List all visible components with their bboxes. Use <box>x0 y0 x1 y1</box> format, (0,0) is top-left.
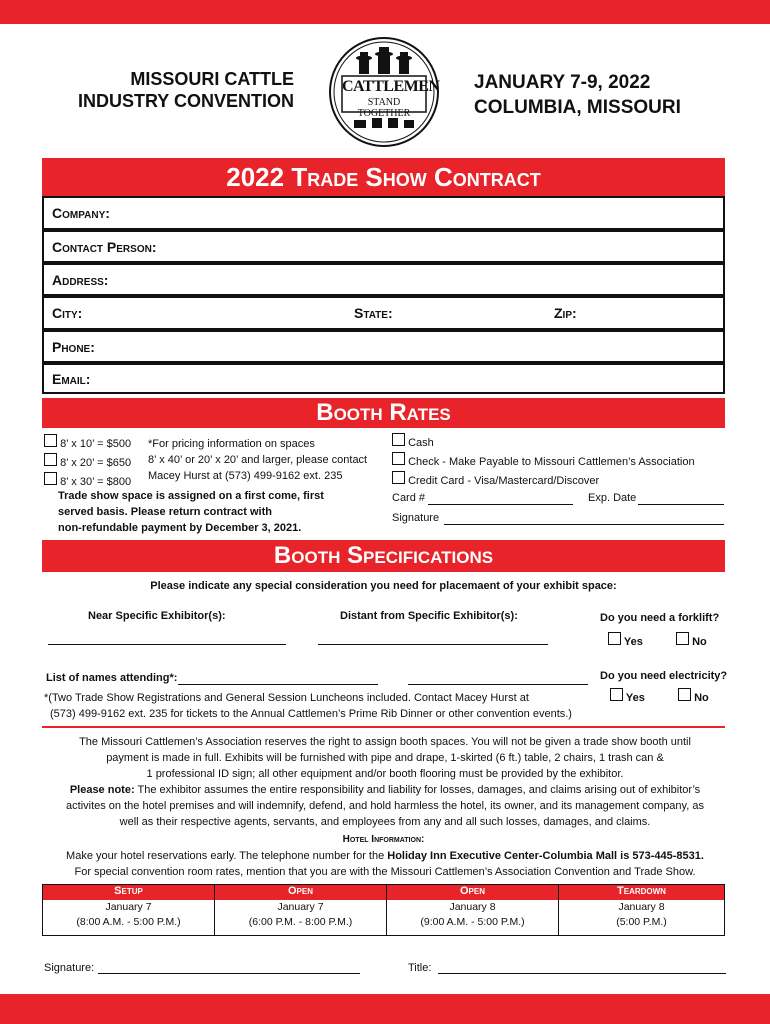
checkbox[interactable] <box>608 632 621 645</box>
exp-date-label: Exp. Date <box>588 492 637 504</box>
payment-option[interactable] <box>392 452 732 471</box>
no-label: No <box>694 692 709 704</box>
logo-text-2: STAND TOGETHER <box>357 97 411 119</box>
pricing-note-line: 8’ x 40’ or 20’ x 20’ and larger, please contact <box>148 454 368 466</box>
terms-line: The Missouri Cattlemen’s Association reserves the right to assign booth spaces. You will not be given a trade show booth until <box>79 736 691 748</box>
card-signature-input[interactable] <box>444 524 724 525</box>
page-title: 2022 Trade Show Contract <box>226 162 541 192</box>
pricing-note <box>148 436 388 484</box>
booth-option-label: 8’ x 30’ = $800 <box>60 476 132 488</box>
checkbox[interactable] <box>610 688 623 701</box>
electricity-no[interactable] <box>678 688 709 704</box>
city-state-zip-field[interactable] <box>42 296 725 330</box>
footer-signature-input[interactable] <box>98 973 360 974</box>
hotel-title: Hotel Information: <box>342 834 425 845</box>
schedule-time: (8:00 A.M. - 5:00 P.M.) <box>76 916 181 928</box>
terms-line: 1 professional ID sign; all other equipment and/or booth flooring must be provided by the exhibitor. <box>146 768 624 780</box>
payment-option[interactable] <box>392 471 732 490</box>
pricing-note-line: *For pricing information on spaces <box>148 438 315 450</box>
schedule-column <box>559 885 724 935</box>
organization-name <box>44 68 294 112</box>
hotel-info <box>30 848 740 880</box>
checkbox[interactable] <box>392 471 405 484</box>
schedule-table <box>42 884 725 936</box>
checkbox[interactable] <box>44 453 57 466</box>
footer-title-label: Title: <box>408 962 432 974</box>
company-label: Company: <box>52 205 110 221</box>
top-banner <box>0 0 770 24</box>
event-dates: JANUARY 7-9, 2022 <box>474 72 651 93</box>
card-number-input[interactable] <box>428 504 573 505</box>
email-field[interactable] <box>42 363 725 394</box>
near-exhibitor-input[interactable] <box>48 644 286 645</box>
city-label: City: <box>52 305 83 321</box>
attendees-input-2[interactable] <box>408 684 588 685</box>
schedule-date: January 8 <box>618 901 665 913</box>
payment-option-label: Cash <box>408 437 434 449</box>
org-line-2: INDUSTRY CONVENTION <box>77 91 294 111</box>
payment-options <box>392 433 732 490</box>
footer-signature-label: Signature: <box>44 962 95 974</box>
assignment-note-line: Trade show space is assigned on a first come, first <box>58 490 324 502</box>
event-info <box>474 70 744 120</box>
assignment-note-line: served basis. Please return contract with <box>58 506 272 518</box>
exp-date-input[interactable] <box>638 504 724 505</box>
checkbox[interactable] <box>392 433 405 446</box>
booth-specs-title: Booth Specifications <box>273 542 494 569</box>
booth-option[interactable] <box>44 434 154 453</box>
company-field[interactable] <box>42 196 725 230</box>
forklift-yes[interactable] <box>608 632 643 648</box>
cattlemen-logo <box>328 36 440 148</box>
card-number-label: Card # <box>392 492 426 504</box>
address-label: Address: <box>52 271 109 288</box>
note-text: The exhibitor assumes the entire responsibility and liability for losses, damages, and claims arising out of exhibitor’s <box>134 784 701 796</box>
schedule-heading: Open <box>459 885 485 897</box>
schedule-heading: Setup <box>114 885 143 897</box>
terms-text <box>30 734 740 830</box>
schedule-column <box>43 885 215 935</box>
terms-line: activites on the hotel premises and will indemnify, defend, and hold harmless the hotel, its owner, and its management company, as <box>66 800 704 812</box>
checkbox[interactable] <box>676 632 689 645</box>
assignment-note-line: non-refundable payment by December 3, 2021. <box>58 522 302 534</box>
booth-rates-title: Booth Rates <box>316 399 451 426</box>
logo-text-1: CATTLEMEN <box>342 78 440 95</box>
schedule-heading: Teardown <box>617 885 666 897</box>
contact-label: Contact Person: <box>52 238 157 255</box>
payment-option-label: Credit Card - Visa/Mastercard/Discover <box>408 475 600 487</box>
hotel-line: For special convention room rates, mention that you are with the Missouri Cattlemen’s Association Convention and Trade Show. <box>74 866 696 878</box>
schedule-time: (9:00 A.M. - 5:00 P.M.) <box>420 916 525 928</box>
electricity-question: Do you need electricity? <box>600 670 728 682</box>
checkbox[interactable] <box>392 452 405 465</box>
no-label: No <box>692 636 707 648</box>
note-label: Please note: <box>69 784 135 796</box>
state-label: State: <box>354 305 393 321</box>
schedule-time: (5:00 P.M.) <box>616 916 667 928</box>
footer-title-input[interactable] <box>438 973 726 974</box>
booth-option[interactable] <box>44 453 154 472</box>
attendees-label: List of names attending*: <box>46 672 178 684</box>
payment-option[interactable] <box>392 433 732 452</box>
assignment-note <box>58 488 358 536</box>
checkbox[interactable] <box>44 434 57 447</box>
contact-person-field[interactable] <box>42 230 725 263</box>
attendees-note <box>44 690 604 722</box>
attendees-input-1[interactable] <box>178 684 378 685</box>
electricity-yes[interactable] <box>610 688 645 704</box>
payment-option-label: Check - Make Payable to Missouri Cattlemen’s Association <box>408 456 695 468</box>
hotel-line <box>30 848 740 864</box>
booth-option-label: 8’ x 20’ = $650 <box>60 457 132 469</box>
terms-line <box>30 782 740 798</box>
attendees-note-line: (573) 499-9162 ext. 235 for tickets to the Annual Cattlemen’s Prime Rib Dinner or other convention events.) <box>50 708 572 720</box>
checkbox[interactable] <box>678 688 691 701</box>
phone-label: Phone: <box>52 338 95 355</box>
address-field[interactable] <box>42 263 725 296</box>
pricing-note-line: Macey Hurst at (573) 499-9162 ext. 235 <box>148 470 343 482</box>
card-signature-label: Signature <box>392 512 440 524</box>
bottom-banner <box>0 994 770 1024</box>
schedule-date: January 8 <box>449 901 496 913</box>
email-label: Email: <box>52 370 91 387</box>
yes-label: Yes <box>623 636 643 648</box>
yes-label: Yes <box>625 692 645 704</box>
schedule-time: (6:00 P.M. - 8:00 P.M.) <box>248 916 353 928</box>
schedule-date: January 7 <box>105 901 152 913</box>
schedule-date: January 7 <box>277 901 324 913</box>
attendees-note-line: *(Two Trade Show Registrations and General Session Luncheons included. Contact Macey Hurst at <box>44 692 529 704</box>
booth-size-options <box>44 434 154 491</box>
phone-field[interactable] <box>42 330 725 363</box>
near-exhibitor-label: Near Specific Exhibitor(s): <box>88 610 226 622</box>
checkbox[interactable] <box>44 472 57 485</box>
divider <box>42 726 725 728</box>
booth-option-label: 8’ x 10’ = $500 <box>60 438 132 450</box>
hotel-phone: Holiday Inn Executive Center-Columbia Mall is 573-445-8531. <box>387 850 704 862</box>
schedule-column <box>387 885 559 935</box>
schedule-column <box>215 885 387 935</box>
forklift-no[interactable] <box>676 632 707 648</box>
org-line-1: MISSOURI CATTLE <box>130 69 294 89</box>
hotel-line-text: Make your hotel reservations early. The telephone number for the <box>66 850 388 862</box>
schedule-heading: Open <box>287 885 313 897</box>
zip-label: Zip: <box>554 305 577 321</box>
placement-instruction: Please indicate any special consideration you need for placemaent of your exhibit space: <box>150 580 617 592</box>
event-location: COLUMBIA, MISSOURI <box>474 97 681 118</box>
distant-exhibitor-label: Distant from Specific Exhibitor(s): <box>340 610 518 622</box>
terms-line: payment is made in full. Exhibits will be furnished with pipe and drape, 1-skirted (6 ft.) table, 2 chairs, 1 trash can & <box>106 752 664 764</box>
distant-exhibitor-input[interactable] <box>318 644 548 645</box>
forklift-question: Do you need a forklift? <box>600 612 720 624</box>
terms-line: well as their respective agents, servants, and employees from any and all such losses, damages, and claims. <box>119 816 651 828</box>
